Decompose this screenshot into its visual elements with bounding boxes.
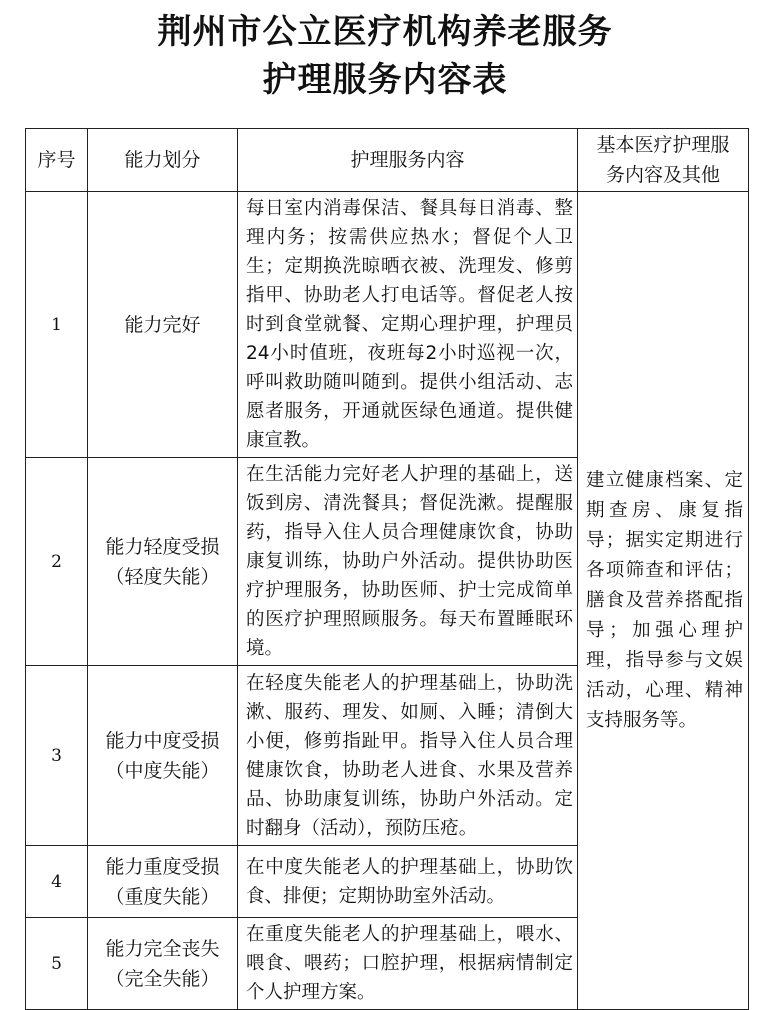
row-ability (88, 918, 238, 1010)
row-content: 每日室内消毒保洁、餐具每日消毒、整理内务；按需供应热水；督促个人卫生；定期换洗晾晒衣被、洗理发、修剪指甲、协助老人打电话等。督促老人按时到食堂就餐、定期心理护理，护理员24小时值班，夜班每2小时巡视一次，呼叫救助随叫随到。提供小组活动、志愿者服务，开通就医绿色通道。提供健康宣教。 (238, 192, 578, 458)
header-content: 护理服务内容 (238, 129, 578, 192)
row-ability (88, 192, 238, 458)
row-no: 2 (26, 458, 88, 666)
table-header-row (26, 129, 749, 192)
ability-line1: 能力完全丧失 (105, 937, 220, 960)
row-content: 在轻度失能老人的护理基础上，协助洗漱、服药、理发、如厕、入睡；清倒大小便，修剪指趾甲。指导入住人员合理健康饮食，协助老人进食、水果及营养品、协助康复训练，协助户外活动。定时翻身（活动），预防压疮。 (238, 666, 578, 846)
ability-line2: （完全失能） (105, 967, 220, 990)
document-title-line1: 荆州市公立医疗机构养老服务 (157, 12, 613, 52)
other-content-cell: 建立健康档案、定期查房、康复指导；据实定期进行各项筛查和评估；膳食及营养搭配指导；加强心理护理，指导参与文娱活动，心理、精神支持服务等。 (578, 192, 749, 1010)
row-ability (88, 458, 238, 666)
row-content: 在重度失能老人的护理基础上，喂水、喂食、喂药；口腔护理，根据病情制定个人护理方案。 (238, 918, 578, 1010)
row-no: 4 (26, 846, 88, 918)
header-other (578, 129, 749, 192)
document-title-line2: 护理服务内容表 (262, 60, 508, 100)
ability-line1: 能力中度受损 (105, 729, 220, 752)
ability-line1: 能力轻度受损 (105, 535, 220, 558)
header-other-line1: 基本医疗护理服 (596, 134, 730, 156)
row-content: 在生活能力完好老人护理的基础上，送饭到房、清洗餐具；督促洗漱。提醒服药，指导入住人员合理健康饮食，协助康复训练，协助户外活动。提供协助医疗护理服务，协助医师、护士完成简单的医疗护理照顾服务。每天布置睡眠环境。 (238, 458, 578, 666)
ability-line2: （重度失能） (105, 885, 220, 908)
service-content-table (25, 128, 749, 1010)
ability-line1: 能力完好 (124, 313, 201, 336)
row-no: 1 (26, 192, 88, 458)
ability-line2: （中度失能） (105, 759, 220, 782)
row-ability (88, 666, 238, 846)
header-ability: 能力划分 (88, 129, 238, 192)
table-row (26, 192, 749, 458)
row-content: 在中度失能老人的护理基础上，协助饮食、排便；定期协助室外活动。 (238, 846, 578, 918)
row-ability (88, 846, 238, 918)
ability-line2: （轻度失能） (105, 565, 220, 588)
row-no: 5 (26, 918, 88, 1010)
header-other-line2: 务内容及其他 (605, 164, 720, 186)
header-no: 序号 (26, 129, 88, 192)
ability-line1: 能力重度受损 (105, 855, 220, 878)
row-no: 3 (26, 666, 88, 846)
